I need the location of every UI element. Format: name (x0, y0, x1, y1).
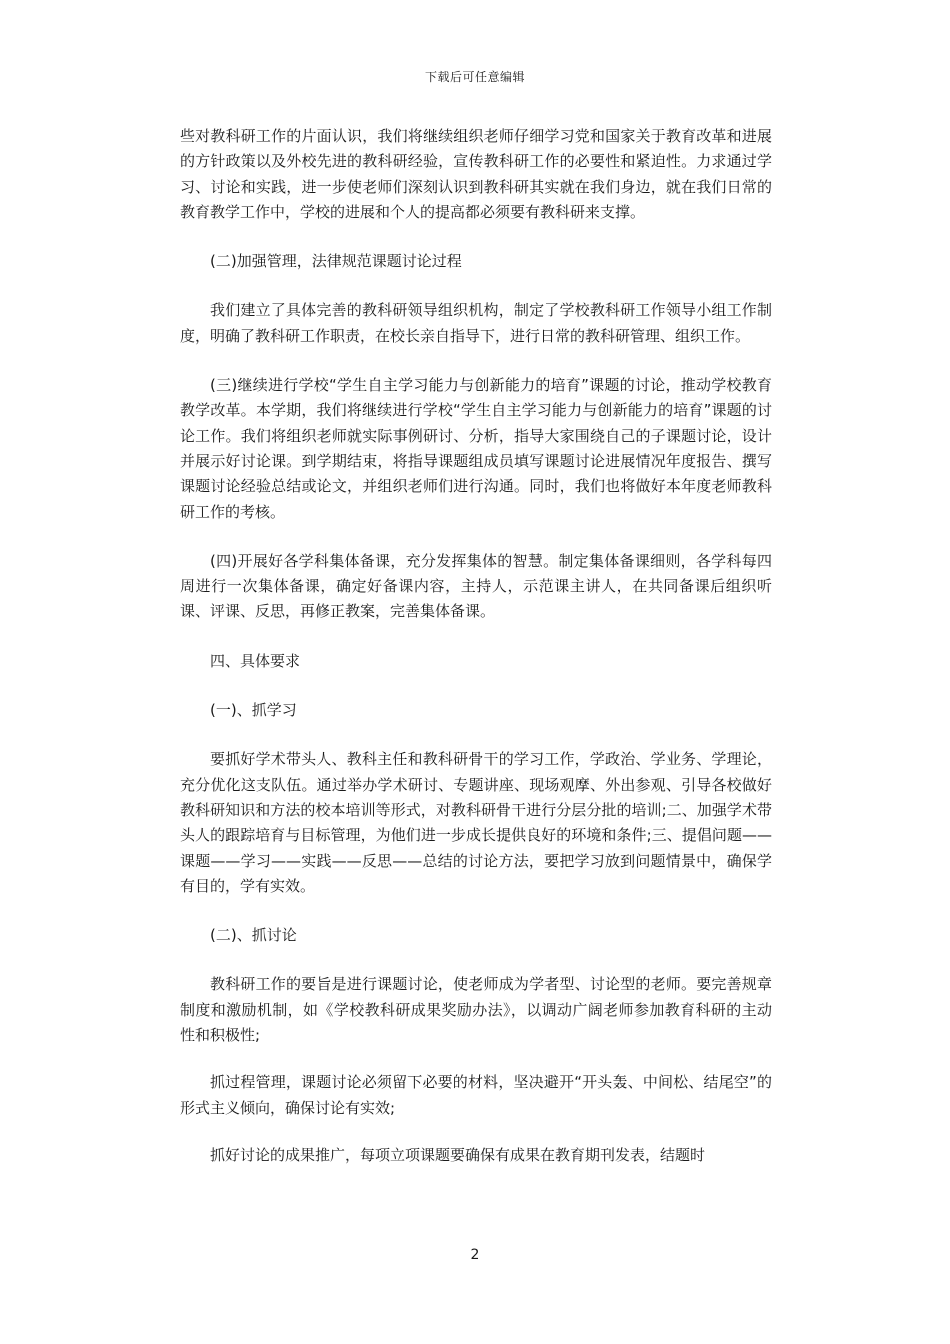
paragraph: 我们建立了具体完善的教科研领导组织机构，制定了学校教科研工作领导小组工作制度，明确了教科研工作职责，在校长亲自指导下，进行日常的教科研管理、组织工作。 (180, 301, 772, 345)
chapter-heading: 四、具体要求 (210, 651, 301, 670)
document-body (180, 124, 772, 1192)
paragraph: 教科研工作的要旨是进行课题讨论，使老师成为学者型、讨论型的老师。要完善规章制度和激励机制，如《学校教科研成果奖励办法》，以调动广阔老师参加教育科研的主动性和积极性; (180, 975, 772, 1045)
subsection-heading-1: (一)、抓学习 (210, 701, 297, 720)
section-heading-4: (四)开展好各学科集体备课，充分发挥集体的智慧。制定集体备课细则，各学科每四周进行一次集体备课，确定好备课内容，主持人，示范课主讲人，在共同备课后组织听课、评课、反思，再修正教案，完善集体备课。 (180, 551, 772, 621)
section-heading-2: (二)加强管理，法律规范课题讨论过程 (210, 252, 462, 271)
section-heading-3: (三)继续进行学校“学生自主学习能力与创新能力的培育”课题的讨论，推动学校教育教学改革。本学期，我们将继续进行学校“学生自主学习能力与创新能力的培育”课题的讨论工作。我们将组织老师就实际事例研讨、分析，指导大家围绕自己的子课题讨论，设计并展示好讨论课。到学期结束，将指导课题组成员填写课题讨论进展情况年度报告、撰写课题讨论经验总结或论文，并组织老师们进行沟通。同时，我们也将做好本年度老师教科研工作的考核。 (180, 376, 772, 521)
page-header: 下载后可任意编辑 (424, 70, 525, 84)
paragraph: 要抓好学术带头人、教科主任和教科研骨干的学习工作，学政治、学业务、学理论，充分优化这支队伍。通过举办学术研讨、专题讲座、现场观摩、外出参观、引导各校做好教科研知识和方法的校本培训等形式，对教科研骨干进行分层分批的培训;二、加强学术带头人的跟踪培育与目标管理，为他们进一步成长提供良好的环境和条件;三、提倡问题——课题——学习——实践——反思——总结的讨论方法，要把学习放到问题情景中，确保学有目的，学有实效。 (180, 750, 772, 895)
subsection-heading-2: (二)、抓讨论 (210, 926, 297, 945)
paragraph: 抓好讨论的成果推广，每项立项课题要确保有成果在教育期刊发表，结题时 (210, 1145, 706, 1164)
paragraph-continuation: 些对教科研工作的片面认识，我们将继续组织老师仔细学习党和国家关于教育改革和进展的方针政策以及外校先进的教科研经验，宣传教科研工作的必要性和紧迫性。力求通过学习、讨论和实践，进一步使老师们深刻认识到教科研其实就在我们身边，就在我们日常的教育教学工作中，学校的进展和个人的提高都必须要有教科研来支撑。 (180, 127, 772, 221)
page-number: 2 (470, 1247, 480, 1263)
paragraph: 抓过程管理，课题讨论必须留下必要的材料，坚决避开“开头轰、中间松、结尾空”的形式主义倾向，确保讨论有实效; (180, 1073, 772, 1117)
